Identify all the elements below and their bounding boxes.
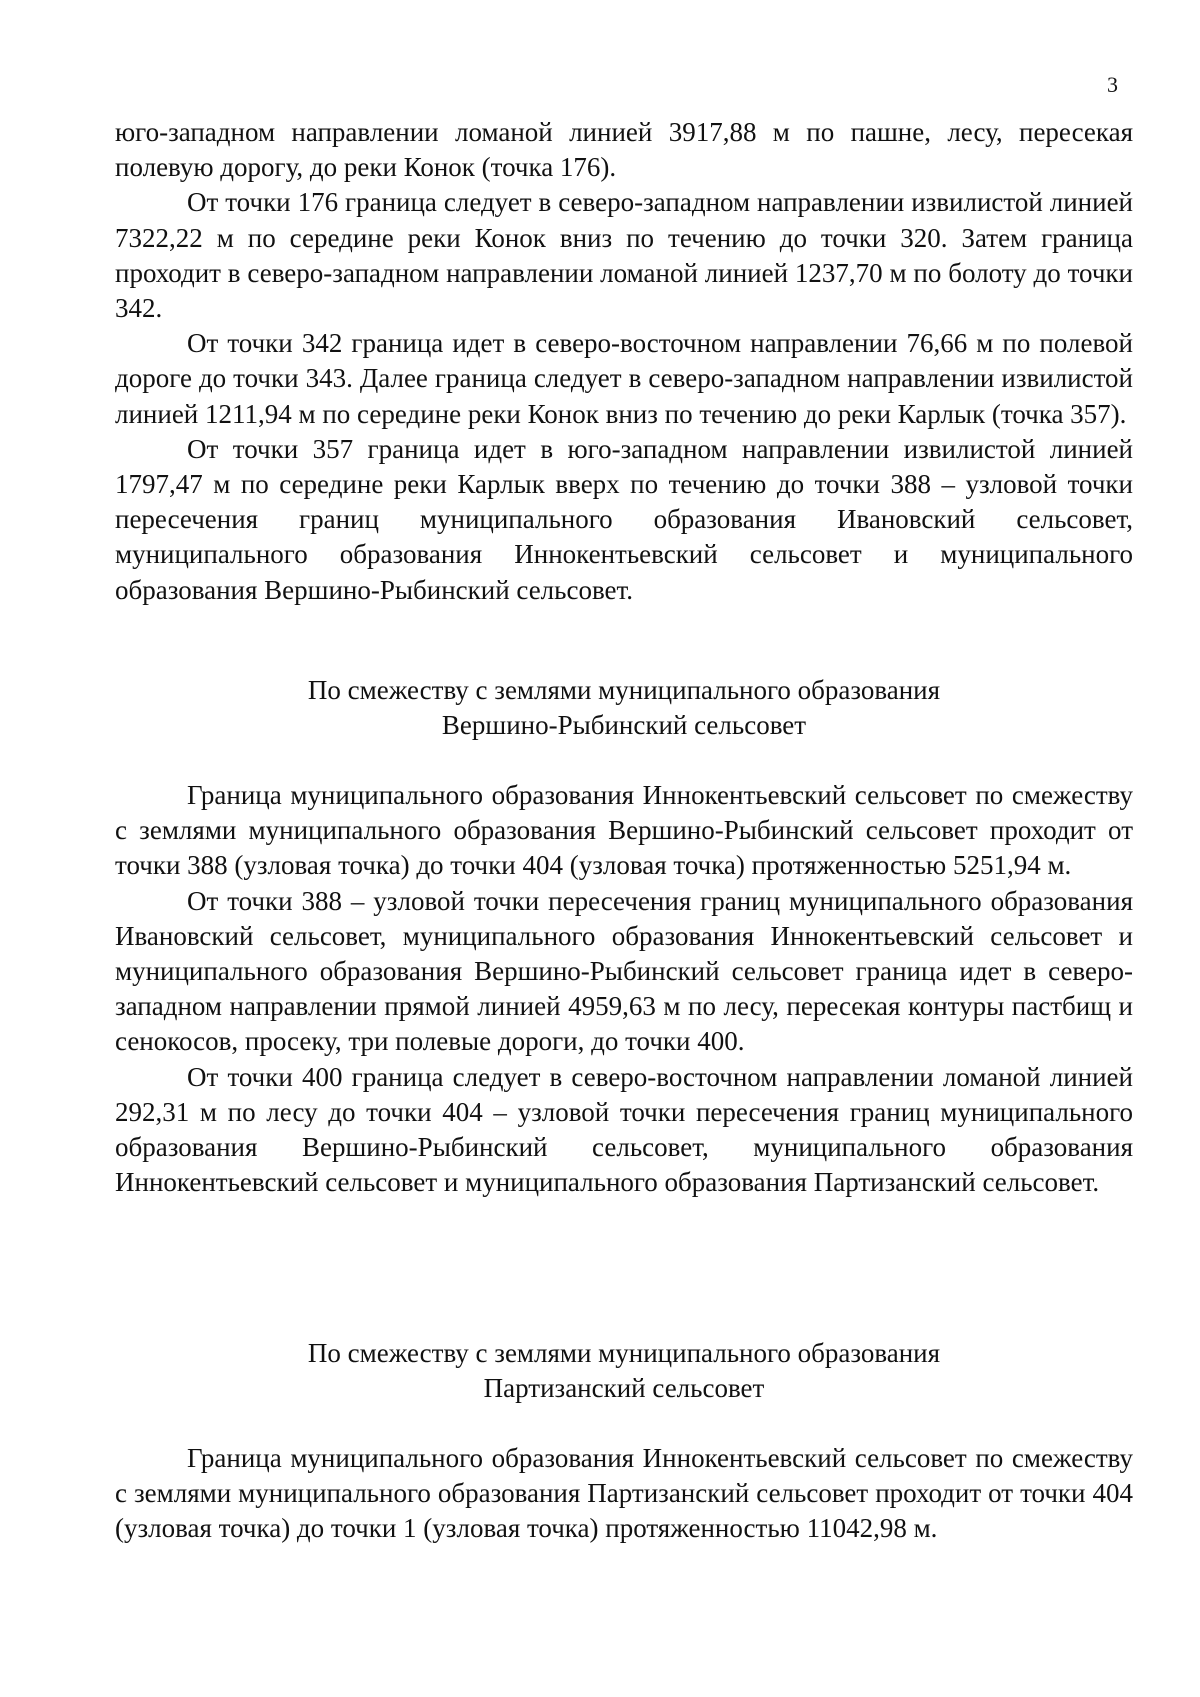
heading-line: По смежеству с землями муниципального образования [307,675,941,705]
section-heading-partizansky [115,1336,1133,1406]
text-block-2 [115,778,1133,1200]
paragraph: Граница муниципального образования Иннокентьевский сельсовет по смежеству с землями муниципального образования Партизанский сельсовет проходит от точки 404 (узловая точка) до точки 1 (узловая точка) протяженностью 11042,98 м. [115,1443,1133,1544]
paragraph: юго-западном направлении ломаной линией 3917,88 м по пашне, лесу, пересекая полевую дорогу, до реки Конок (точка 176). [115,117,1133,183]
paragraph: От точки 400 граница следует в северо-восточном направлении ломаной линией 292,31 м по лесу до точки 404 – узловой точки пересечения границ муниципального образования Вершино-Рыбинский сельсовет, муниципального образования Иннокентьевский сельсовет и муниципального образования Партизанский сельсовет. [115,1061,1133,1198]
section-heading-vershino-rybinsky [115,673,1133,743]
heading-line: Партизанский сельсовет [483,1373,765,1404]
text-block-1 [115,115,1133,608]
heading-line: По смежеству с землями муниципального образования [307,1338,941,1368]
paragraph: От точки 357 граница идет в юго-западном направлении извилистой линией 1797,47 м по середине реки Карлык вверх по течению до точки 388 – узловой точки пересечения границ муниципального образования Ивановский сельсовет, муниципального образования Иннокентьевский сельсовет и муниципального образования Вершино-Рыбинский сельсовет. [115,433,1133,605]
heading-line: Вершино-Рыбинский сельсовет [441,710,807,741]
text-block-3 [115,1441,1133,1547]
page-number: 3 [1107,72,1118,97]
paragraph: От точки 388 – узловой точки пересечения границ муниципального образования Ивановский сельсовет, муниципального образования Иннокентьевский сельсовет и муниципального образования Вершино-Рыбинский сельсовет граница идет в северо-западном направлении прямой линией 4959,63 м по лесу, пересекая контуры пастбищ и сенокосов, просеку, три полевые дороги, до точки 400. [115,885,1133,1057]
paragraph: Граница муниципального образования Иннокентьевский сельсовет по смежеству с землями муниципального образования Вершино-Рыбинский сельсовет проходит от точки 388 (узловая точка) до точки 404 (узловая точка) протяженностью 5251,94 м. [115,780,1133,881]
paragraph: От точки 342 граница идет в северо-восточном направлении 76,66 м по полевой дороге до точки 343. Далее граница следует в северо-западном направлении извилистой линией 1211,94 м по середине реки Конок вниз по течению до реки Карлык (точка 357). [115,328,1133,429]
paragraph: От точки 176 граница следует в северо-западном направлении извилистой линией 7322,22 м по середине реки Конок вниз по течению до точки 320. Затем граница проходит в северо-западном направлении ломаной линией 1237,70 м по болоту до точки 342. [115,187,1133,324]
